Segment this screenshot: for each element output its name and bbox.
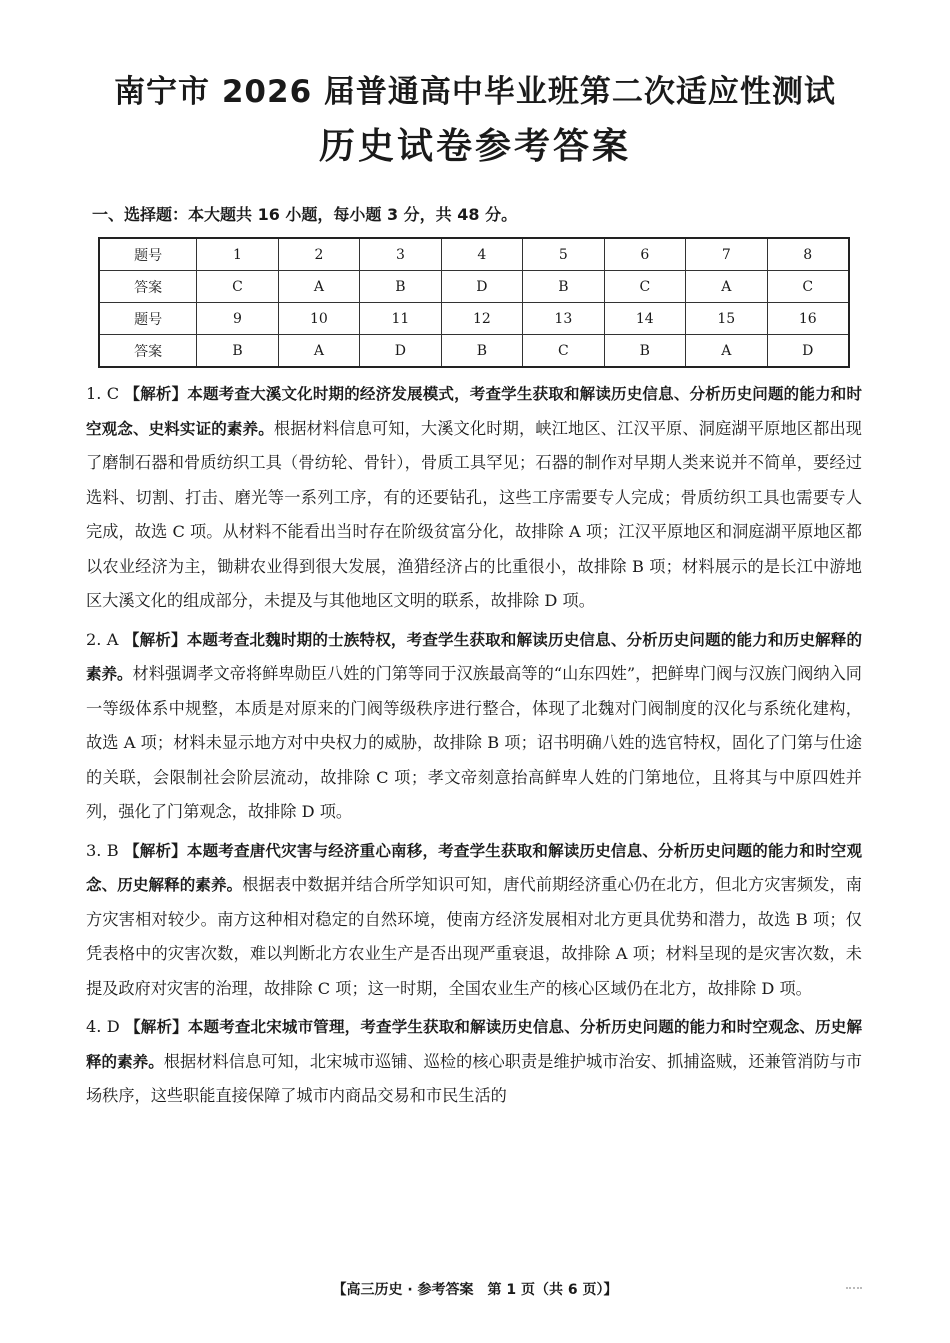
table-cell: C xyxy=(604,271,685,303)
table-cell: 14 xyxy=(604,303,685,335)
table-row xyxy=(99,335,849,368)
explanation-item xyxy=(86,834,862,1007)
table-cell: A xyxy=(686,335,767,368)
table-cell: D xyxy=(441,271,522,303)
analysis-tag: 【解析】 xyxy=(123,630,187,649)
table-cell: 2 xyxy=(278,238,359,271)
answer-table xyxy=(98,237,850,368)
explanation-body: 材料强调孝文帝将鲜卑勋臣八姓的门第等同于汉族最高等的“山东四姓”，把鲜卑门阀与汉族门阀纳入同一等级体系中规整，本质是对原来的门阀等级秩序进行整合，体现了北魏对门阀制度的汉化与系统化建构，故选 A 项；材料未显示地方对中央权力的威胁，故排除 B 项；诏书明确八姓的选官特权，固化了门第与仕途的关联，会限制社会阶层流动，故排除 C 项；孝文帝刻意抬高鲜卑人姓的门第地位，且将其与中原四姓并列，强化了门第观念，故排除 D 项。 xyxy=(86,664,862,821)
table-cell: 3 xyxy=(360,238,441,271)
table-cell: 6 xyxy=(604,238,685,271)
table-cell: 10 xyxy=(278,303,359,335)
table-cell: B xyxy=(604,335,685,368)
scan-mark xyxy=(846,1287,862,1292)
table-cell: 4 xyxy=(441,238,522,271)
explanation-body: 根据材料信息可知，北宋城市巡铺、巡检的核心职责是维护城市治安、抓捕盗贼，还兼管消防与市场秩序，这些职能直接保障了城市内商品交易和市民生活的 xyxy=(86,1051,862,1105)
section-heading: 一、选择题：本大题共 16 小题，每小题 3 分，共 48 分。 xyxy=(92,205,518,224)
question-focus: 本题考查北宋城市管理，考查学生获取和解读历史信息、分析历史问题的能力和时空观念、历史解释的素养。 xyxy=(86,1018,862,1071)
table-cell: D xyxy=(767,335,849,368)
table-cell: B xyxy=(197,335,278,368)
table-cell: 11 xyxy=(360,303,441,335)
answer-number: 3. B xyxy=(86,840,119,860)
table-cell: C xyxy=(197,271,278,303)
answer-number: 1. C xyxy=(86,384,120,403)
table-cell: 13 xyxy=(523,303,604,335)
table-cell: 12 xyxy=(441,303,522,335)
explanation-item xyxy=(86,377,862,619)
table-cell: 9 xyxy=(197,303,278,335)
question-focus: 本题考查唐代灾害与经济重心南移，考查学生获取和解读历史信息、分析历史问题的能力和时空观念、历史解释的素养。 xyxy=(86,841,862,894)
table-cell: 7 xyxy=(686,238,767,271)
page-footer: 【高三历史 · 参考答案 第 1 页（共 6 页）】 xyxy=(332,1282,618,1298)
explanation-item xyxy=(86,1010,862,1114)
table-header-cell: 答案 xyxy=(99,271,197,303)
table-cell: 15 xyxy=(686,303,767,335)
table-cell: D xyxy=(360,335,441,368)
explanation-body: 根据表中数据并结合所学知识可知，唐代前期经济重心仍在北方，但北方灾害频发，南方灾害相对较少。南方这种相对稳定的自然环境，使南方经济发展相对北方更具优势和潜力，故选 B 项；仅凭表格中的灾害次数，难以判断北方农业生产是否出现严重衰退，故排除 A 项；材料呈现的是灾害次数，未提及政府对灾害的治理，故排除 C 项；这一时期，全国农业生产的核心区域仍在北方，故排除 D 项。 xyxy=(86,875,862,998)
explanation-item xyxy=(86,623,862,830)
table-cell: B xyxy=(360,271,441,303)
answer-number: 4. D xyxy=(86,1017,120,1036)
table-cell: A xyxy=(278,271,359,303)
analysis-tag: 【解析】 xyxy=(124,841,187,860)
answer-number: 2. A xyxy=(86,629,119,649)
exam-title: 南宁市 2026 届普通高中毕业班第二次适应性测试 xyxy=(114,74,836,110)
table-row xyxy=(99,238,849,271)
table-cell: A xyxy=(278,335,359,368)
analysis-tag: 【解析】 xyxy=(124,385,188,403)
table-header-cell: 题号 xyxy=(99,303,197,335)
table-row xyxy=(99,271,849,303)
table-cell: 1 xyxy=(197,238,278,271)
table-cell: C xyxy=(767,271,849,303)
table-cell: 5 xyxy=(523,238,604,271)
table-cell: B xyxy=(523,271,604,303)
table-cell: A xyxy=(686,271,767,303)
explanations xyxy=(86,377,862,1118)
table-cell: 16 xyxy=(767,303,849,335)
analysis-tag: 【解析】 xyxy=(125,1018,188,1036)
explanation-body: 根据材料信息可知，大溪文化时期，峡江地区、江汉平原、洞庭湖平原地区都出现了磨制石器和骨质纺织工具（骨纺轮、骨针），骨质工具罕见；石器的制作对早期人类来说并不简单，要经过选料、切割、打击、磨光等一系列工序，有的还要钻孔，这些工序需要专人完成；骨质纺织工具也需要专人完成，故选 C 项。从材料不能看出当时存在阶级贫富分化，故排除 A 项；江汉平原地区和洞庭湖平原地区都以农业经济为主，锄耕农业得到很大发展，渔猎经济占的比重很小，故排除 B 项；材料展示的是长江中游地区大溪文化的组成部分，未提及与其他地区文明的联系，故排除 D 项。 xyxy=(86,418,862,610)
page-title: 历史试卷参考答案 xyxy=(318,126,631,167)
table-cell: C xyxy=(523,335,604,368)
table-header-cell: 答案 xyxy=(99,335,197,368)
question-focus: 本题考查北魏时期的士族特权，考查学生获取和解读历史信息、分析历史问题的能力和历史解释的素养。 xyxy=(86,630,862,683)
table-cell: 8 xyxy=(767,238,849,271)
table-cell: B xyxy=(441,335,522,368)
table-header-cell: 题号 xyxy=(99,238,197,271)
question-focus: 本题考查大溪文化时期的经济发展模式，考查学生获取和解读历史信息、分析历史问题的能力和时空观念、史料实证的素养。 xyxy=(86,385,862,438)
table-row xyxy=(99,303,849,335)
